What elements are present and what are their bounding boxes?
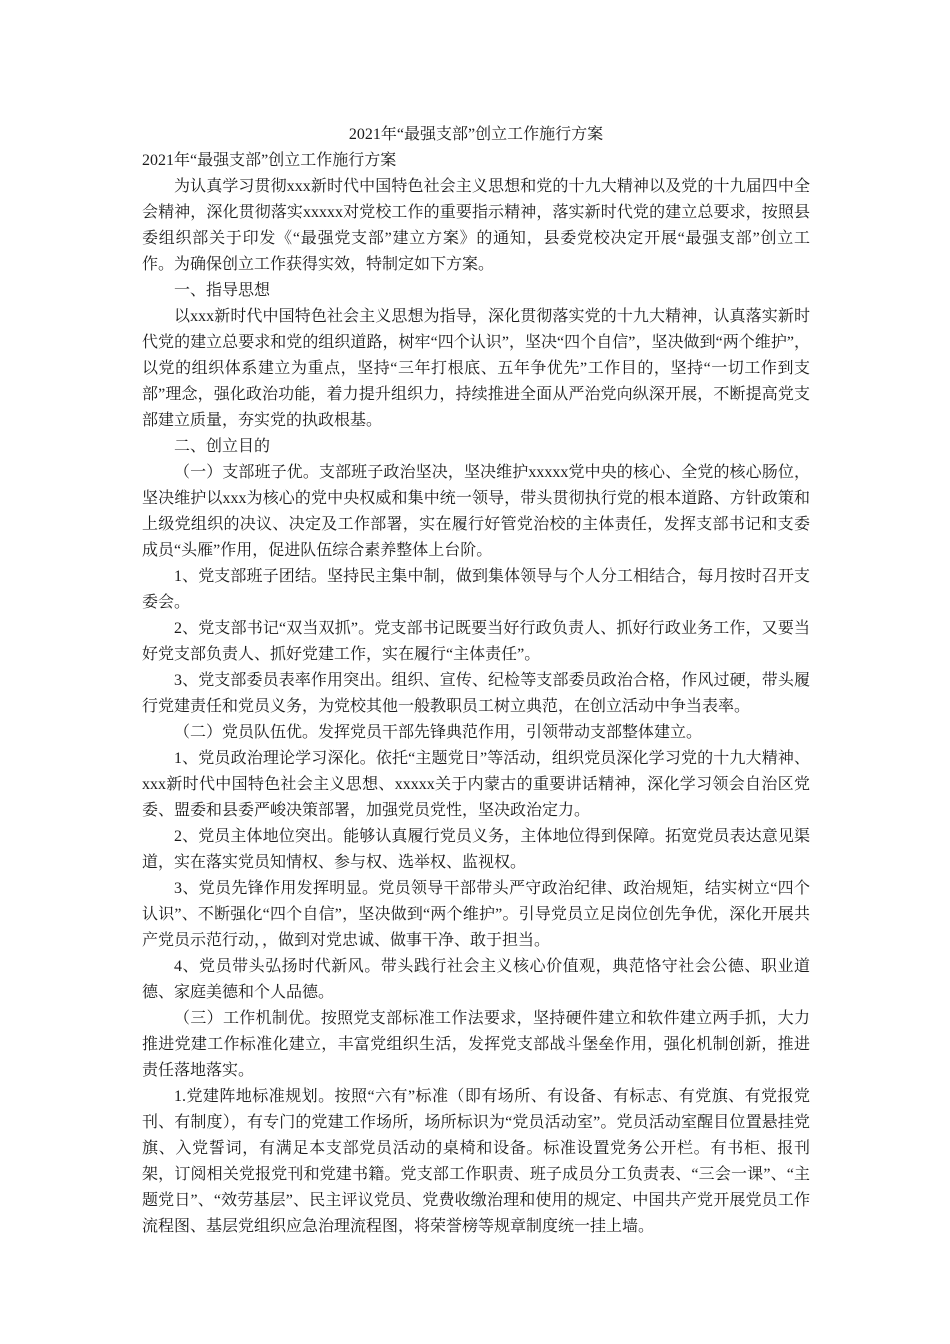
paragraph-item: 3、党支部委员表率作用突出。组织、宣传、纪检等支部委员政治合格，作风过硬，带头履行党建责任和党员义务，为党校其他一般教职员工树立典范，在创立活动中争当表率。 xyxy=(142,672,810,715)
paragraph-guiding-thought: 以xxx新时代中国特色社会主义思想为指导，深化贯彻落实党的十九大精神，认真落实新时代党的建立总要求和党的组织道路，树牢“四个认识”，坚决“四个自信”，坚决做到“两个维护”，以党的组织体系建立为重点，坚持“三年打根底、五年争优先”工作目的，坚持“一切工作到支部”理念，强化政治功能，着力提升组织力，持续推进全面从严治党向纵深开展，不断提高党支部建立质量，夯实党的执政根基。 xyxy=(142,308,810,429)
paragraph-item: 2、党员主体地位突出。能够认真履行党员义务，主体地位得到保障。拓宽党员表达意见渠道，实在落实党员知情权、参与权、选举权、监视权。 xyxy=(142,828,810,871)
paragraph-item: 4、党员带头弘扬时代新风。带头践行社会主义核心价值观，典范恪守社会公德、职业道德、家庭美德和个人品德。 xyxy=(142,958,810,1001)
heading-guiding-thought: 一、指导思想 xyxy=(174,282,271,299)
paragraph-item: 3、党员先锋作用发挥明显。党员领导干部带头严守政治纪律、政治规矩，结实树立“四个认识”、不断强化“四个自信”，坚决做到“两个维护”。引导党员立足岗位创先争优，深化开展共产党员示范行动，，做到对党忠诚、做事干净、敢于担当。 xyxy=(142,880,810,949)
heading-goals: 二、创立目的 xyxy=(174,438,271,455)
paragraph-item: 1、党员政治理论学习深化。依托“主题党日”等活动，组织党员深化学习党的十九大精神、xxx新时代中国特色社会主义思想、xxxxx关于内蒙古的重要讲话精神，深化学习领会自治区党委、盟委和县委严峻决策部署，加强党员党性，坚决政治定力。 xyxy=(142,750,810,819)
paragraph-item: 1.党建阵地标准规划。按照“六有”标准（即有场所、有设备、有标志、有党旗、有党报党刊、有制度），有专门的党建工作场所，场所标识为“党员活动室”。党员活动室醒目位置悬挂党旗、入党誓词，有满足本支部党员活动的桌椅和设备。标准设置党务公开栏。有书柜、报刊架，订阅相关党报党刊和党建书籍。党支部工作职责、班子成员分工负责表、“三会一课”、“主题党日”、“效劳基层”、民主评议党员、党费收缴治理和使用的规定、中国共产党开展党员工作流程图、基层党组织应急治理流程图，将荣誉榜等规章制度统一挂上墙。 xyxy=(142,1088,810,1235)
paragraph-work-mechanism: （三）工作机制优。按照党支部标准工作法要求，坚持硬件建立和软件建立两手抓，大力推进党建工作标准化建立，丰富党组织生活，发挥党支部战斗堡垒作用，强化机制创新，推进责任落地落实。 xyxy=(142,1010,810,1079)
paragraph-member-team: （二）党员队伍优。发挥党员干部先锋典范作用，引领带动支部整体建立。 xyxy=(174,724,703,741)
paragraph-item: 1、党支部班子团结。坚持民主集中制，做到集体领导与个人分工相结合，每月按时召开支委会。 xyxy=(142,568,810,611)
paragraph-intro: 为认真学习贯彻xxx新时代中国特色社会主义思想和党的十九大精神以及党的十九届四中全会精神，深化贯彻落实xxxxx对党校工作的重要指示精神，落实新时代党的建立总要求，按照县委组织部关于印发《“最强党支部”建立方案》的通知，县委党校决定开展“最强支部”创立工作。为确保创立工作获得实效，特制定如下方案。 xyxy=(142,178,810,273)
paragraph-item: 2、党支部书记“双当双抓”。党支部书记既要当好行政负责人、抓好行政业务工作，又要当好党支部负责人、抓好党建工作，实在履行“主体责任”。 xyxy=(142,620,810,663)
document-page xyxy=(142,122,810,1240)
document-title: 2021年“最强支部”创立工作施行方案 xyxy=(348,126,604,143)
document-subtitle: 2021年“最强支部”创立工作施行方案 xyxy=(142,152,397,169)
paragraph-branch-team: （一）支部班子优。支部班子政治坚决，坚决维护xxxxx党中央的核心、全党的核心肠位，坚决维护以xxx为核心的党中央权威和集中统一领导，带头贯彻执行党的根本道路、方针政策和上级党组织的决议、决定及工作部署，实在履行好管党治校的主体责任，发挥支部书记和支委成员“头雁”作用，促进队伍综合素养整体上台阶。 xyxy=(142,464,810,559)
